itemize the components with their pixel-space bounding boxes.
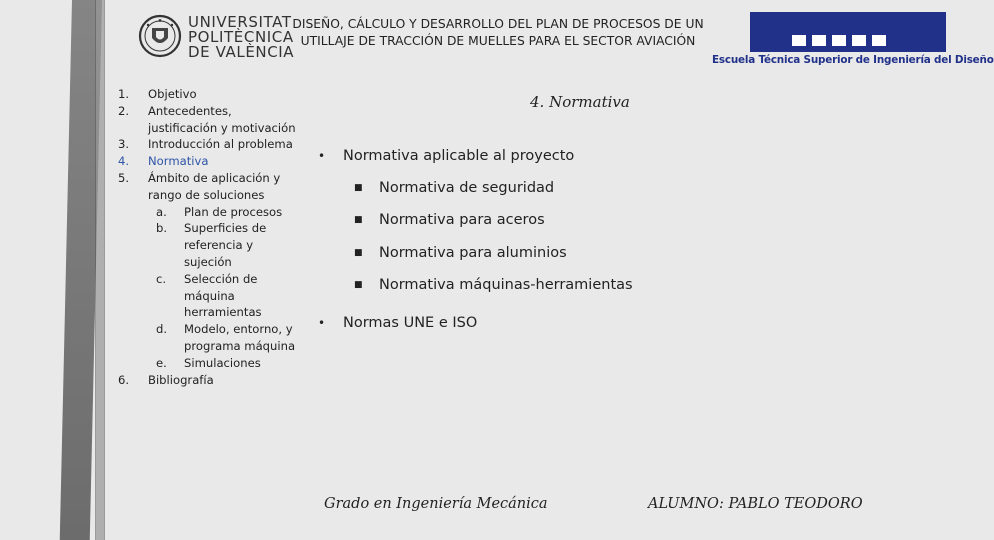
toc-subnumber: d. bbox=[156, 322, 168, 337]
bullet-text: Normas UNE e ISO bbox=[343, 315, 478, 331]
upv-logo bbox=[138, 13, 295, 61]
footer-student: ALUMNO: PABLO TEODORO bbox=[648, 496, 863, 512]
toc-subitem-plan bbox=[118, 204, 303, 221]
toc-item-antecedentes bbox=[118, 103, 303, 137]
subbullet-text: Normativa para aluminios bbox=[379, 245, 567, 261]
toc-subnumber: e. bbox=[156, 355, 167, 370]
footer-degree: Grado en Ingeniería Mecánica bbox=[324, 496, 548, 512]
toc-subitem-modelo bbox=[118, 321, 303, 355]
square-bullet-icon: ■ bbox=[354, 280, 363, 290]
bullet-icon: • bbox=[318, 149, 326, 163]
toc-label: Bibliografía bbox=[148, 372, 214, 387]
toc-sublabel: Modelo, entorno, y programa máquina bbox=[184, 322, 296, 353]
square-bullet-icon: ■ bbox=[354, 183, 363, 193]
toc-label: Ámbito de aplicación y rango de soluciones bbox=[148, 170, 281, 202]
section-title: 4. Normativa bbox=[530, 93, 630, 111]
toc-item-normativa bbox=[118, 153, 303, 170]
toc-sublabel: Selección de máquina herramientas bbox=[184, 271, 262, 320]
toc-label: Introducción al problema bbox=[148, 137, 293, 152]
toc-subnumber: b. bbox=[156, 221, 168, 236]
toc-subnumber: c. bbox=[156, 271, 167, 286]
subbullet-text: Normativa de seguridad bbox=[379, 180, 555, 196]
etsid-square-icon bbox=[792, 35, 806, 46]
etsid-square-icon bbox=[812, 35, 826, 46]
square-bullet-icon: ■ bbox=[354, 215, 363, 225]
toc-sublabel: Superficies de referencia y sujeción bbox=[184, 221, 267, 269]
toc-label: Normativa bbox=[148, 154, 209, 169]
toc-number: 4. bbox=[118, 154, 130, 169]
upv-line-3: DE VALÈNCIA bbox=[188, 43, 295, 61]
etsid-logo bbox=[712, 12, 994, 72]
toc-sublabel: Simulaciones bbox=[184, 355, 261, 370]
upv-seal-icon bbox=[138, 14, 182, 58]
toc-label: Objetivo bbox=[148, 87, 197, 101]
toc-number: 1. bbox=[118, 87, 130, 101]
square-bullet-icon: ■ bbox=[354, 248, 363, 258]
decorative-stripe-highlight bbox=[96, 0, 104, 540]
subbullet-text: Normativa para aceros bbox=[379, 212, 545, 228]
toc-item-bibliografia bbox=[118, 372, 303, 389]
bullet-icon: • bbox=[318, 316, 326, 330]
upv-wordmark bbox=[188, 15, 294, 60]
toc-subitem-superficies bbox=[118, 220, 303, 270]
toc-subnumber: a. bbox=[156, 204, 167, 219]
toc-number: 6. bbox=[118, 372, 130, 387]
toc-item-ambito bbox=[118, 170, 303, 204]
document-title: DISEÑO, CÁLCULO Y DESARROLLO DEL PLAN DE PROCESOS DE UN UTILLAJE DE TRACCIÓN DE MUELLES PARA EL SECTOR AVIACIÓN bbox=[292, 17, 704, 48]
upv-line-2: POLITÈCNICA bbox=[188, 28, 294, 46]
toc-item-objetivo bbox=[118, 86, 303, 103]
etsid-square-icon bbox=[852, 35, 866, 46]
etsid-logo-bar bbox=[750, 12, 946, 52]
etsid-square-icon bbox=[872, 35, 886, 46]
subbullet-text: Normativa máquinas-herramientas bbox=[379, 277, 633, 293]
etsid-name: Escuela Técnica Superior de Ingeniería del Diseño bbox=[712, 54, 994, 66]
toc-subitem-simulaciones bbox=[118, 355, 303, 372]
bullet-text: Normativa aplicable al proyecto bbox=[343, 148, 575, 164]
toc-number: 2. bbox=[118, 103, 130, 118]
toc-subitem-seleccion bbox=[118, 271, 303, 321]
table-of-contents bbox=[118, 86, 303, 388]
etsid-square-icon bbox=[832, 35, 846, 46]
upv-line-1: UNIVERSITAT bbox=[188, 13, 292, 31]
toc-number: 5. bbox=[118, 170, 130, 185]
toc-number: 3. bbox=[118, 137, 130, 152]
toc-item-introduccion bbox=[118, 136, 303, 153]
toc-sublabel: Plan de procesos bbox=[184, 204, 283, 219]
toc-label: Antecedentes, justificación y motivación bbox=[148, 103, 296, 135]
